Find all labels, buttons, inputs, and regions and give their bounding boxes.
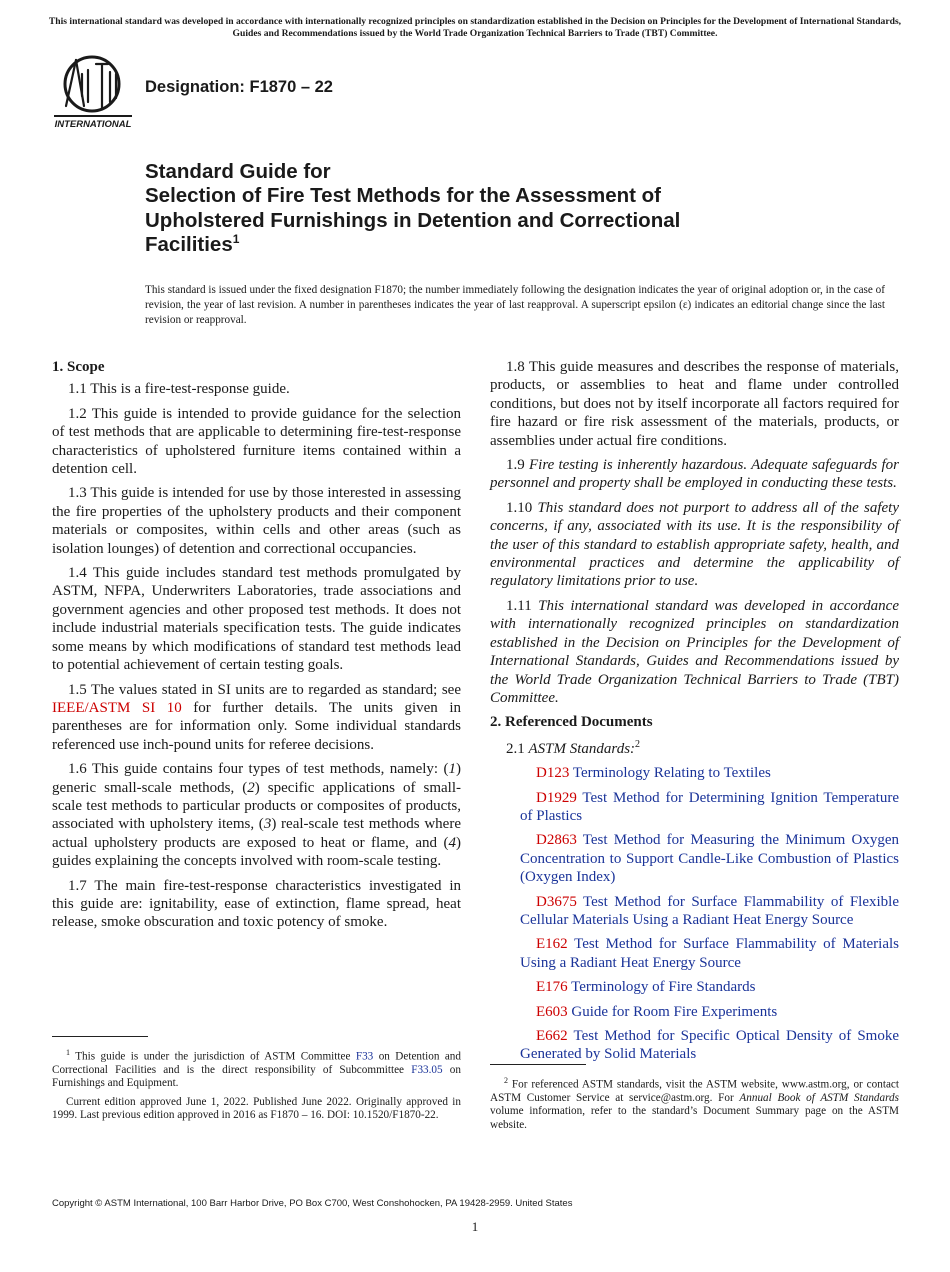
text: on Furnishings and Equipment.	[52, 1064, 461, 1090]
reference-code-link[interactable]: E603	[536, 1003, 568, 1020]
text: Fire testing is inherently hazardous. Adequate safeguards for personnel and property shall be employed in conducting these tests.	[490, 457, 899, 492]
text: This guide is under the jurisdiction of ASTM Committee	[70, 1050, 356, 1063]
footnote-divider	[52, 1036, 148, 1037]
paragraph: 1.2 This guide is intended to provide guidance for the selection of test methods that are applicable to determining fire-test-response characteristics of upholstered furniture items contained within a detention cell.	[52, 405, 461, 478]
reference-item	[490, 789, 899, 826]
text: for further details. The units given in parentheses are for information only. Some individual standards referenced use inch-pound units for referee decisions.	[52, 699, 462, 753]
text: 1.11	[506, 597, 539, 614]
footnote-mark: 2	[504, 1076, 508, 1085]
text: 3	[263, 816, 272, 833]
footnote-mark: 2	[635, 738, 641, 750]
designation: Designation: F1870 – 22	[145, 78, 333, 96]
text: 1.10	[506, 499, 538, 516]
text: For referenced ASTM standards, visit the ASTM website, www.astm.org, or contact ASTM Customer Service at service@astm.org. For	[490, 1078, 899, 1105]
text: 1.6 This guide contains four types of test methods, namely: (	[68, 761, 449, 778]
page-number: 1	[471, 1219, 479, 1234]
paragraph	[490, 736, 899, 758]
link-f33-05[interactable]: F33.05	[411, 1064, 443, 1077]
paragraph	[52, 760, 461, 870]
text: ) guides explaining the concepts involved with room-scale testing.	[52, 834, 461, 870]
footnote-1	[52, 1046, 461, 1127]
reference-code-link[interactable]: E162	[536, 936, 568, 953]
reference-title-link[interactable]: Terminology of Fire Standards	[567, 979, 756, 996]
paragraph	[52, 681, 461, 755]
text: 1.9	[506, 457, 529, 474]
paragraph: 1.1 This is a fire-test-response guide.	[68, 381, 290, 398]
reference-item	[490, 935, 899, 972]
footnote-paragraph: Current edition approved June 1, 2022. Published June 2022. Originally approved in 1999. Last previous edition approved in 2016 as F1870 – 16. DOI: 10.1520/F1870-22.	[52, 1095, 461, 1121]
text: 4	[448, 834, 456, 851]
text: ) generic small-scale methods, (	[52, 761, 461, 796]
tbt-notice: This international standard was developed in accordance with internationally recognized principles on standardization established in the Decision on Principles for the Development of International Standards, Guides and Recommendations issued by the World Trade Organization Technical Barriers to Trade (TBT) Committee.	[48, 16, 902, 39]
astm-logo	[52, 52, 136, 132]
text: This international standard was developed in accordance with internationally recognized principles on standardization established in the Decision on Principles for the Development of International Standards, Guides and Recommendations issued by the World Trade Organization Technical Barriers to Trade (TBT) Committee.	[490, 597, 899, 706]
reference-code-link[interactable]: D3675	[536, 893, 577, 910]
reference-title-link[interactable]: Terminology Relating to Textiles	[569, 765, 771, 782]
reference-code-link[interactable]: D1929	[536, 789, 577, 806]
reference-title-link[interactable]: Test Method for Measuring the Minimum Oxygen Concentration to Support Candle-Like Combustion of Plastics (Oxygen Index)	[520, 832, 899, 886]
title-line: Facilities	[145, 232, 233, 256]
footnote-2	[490, 1074, 899, 1137]
text: volume information, refer to the standard’s Document Summary page on the ASTM website.	[490, 1105, 899, 1131]
section-heading: 2. Referenced Documents	[490, 714, 653, 731]
text: ) real-scale test methods where actual upholstery products are exposed to heat or flame, and (	[52, 816, 461, 851]
text: ) specific applications of small-scale test methods to particular products or composites of products, associated with upholstery items, (	[52, 779, 462, 833]
paragraph: 1.4 This guide includes standard test methods promulgated by ASTM, NFPA, Underwriters Laboratories, trade associations and government agencies and other proposed test methods. It does not include industrial materials specification tests. The guide indicates some means by which modifications of standard test methods lead to potential achievement of certain testing goals.	[52, 565, 461, 674]
text: 1.5 The values stated in SI units are to regarded as standard; see	[68, 681, 461, 698]
paragraph: 1.3 This guide is intended for use by those interested in assessing the fire properties of the upholstery products and their component materials or composites, within cells and other areas (such as isolation lounges) of detention and correctional occupancies.	[52, 485, 461, 557]
footnote-paragraph	[52, 1046, 461, 1091]
link-f33[interactable]: F33	[355, 1050, 374, 1063]
paragraph	[490, 499, 899, 591]
footnote-mark: 1	[66, 1048, 70, 1057]
reference-item	[490, 893, 899, 930]
link-ieee-astm-si10[interactable]: IEEE/ASTM SI 10	[52, 699, 182, 716]
reference-code-link[interactable]: E176	[536, 979, 568, 996]
left-column	[52, 358, 461, 938]
footnote-divider	[490, 1064, 586, 1065]
title-line: Upholstered Furnishings in Detention and Correctional	[145, 208, 681, 232]
reference-title-link[interactable]: Test Method for Surface Flammability of Materials Using a Radiant Heat Energy Source	[520, 936, 899, 971]
paragraph	[490, 597, 899, 707]
footnote-mark: 1	[232, 232, 240, 247]
reference-title-link[interactable]: Test Method for Specific Optical Density of Smoke Generated by Solid Materials	[520, 1028, 899, 1063]
reference-item	[490, 1003, 899, 1021]
reference-item	[490, 831, 899, 886]
reference-item	[490, 1027, 899, 1064]
text: Annual Book of ASTM Standards	[739, 1092, 899, 1105]
text: on Detention and Correctional Facilities and is the direct responsibility of Subcommittee	[52, 1050, 461, 1077]
reference-title-link[interactable]: Test Method for Determining Ignition Temperature of Plastics	[520, 789, 899, 824]
text: 2.1	[506, 740, 529, 757]
reference-title-link[interactable]: Guide for Room Fire Experiments	[567, 1003, 778, 1020]
paragraph: 1.7 The main fire-test-response characteristics investigated in this guide are: ignitability, ease of extinction, flame spread, heat release, smoke obscuration and toxic potency of smoke.	[52, 877, 461, 931]
astm-logo-icon	[52, 52, 136, 132]
text: This standard does not purport to address all of the safety concerns, if any, associated with its use. It is the responsibility of the user of this standard to establish appropriate safety, health, and environmental practices and determine the applicability of regulatory limitations prior to use.	[490, 499, 900, 590]
reference-item	[490, 764, 899, 782]
paragraph: 1.8 This guide measures and describes the response of materials, products, or assemblies to heat and flame under controlled conditions, but does not by itself incorporate all factors required for fire hazard or fire risk assessment of the materials, products, or assemblies under actual fire conditions.	[490, 359, 899, 449]
text: ASTM Standards:	[528, 740, 636, 757]
footnote-paragraph	[490, 1074, 899, 1132]
reference-item	[490, 978, 899, 996]
right-column	[490, 358, 899, 1070]
title-line: Selection of Fire Test Methods for the Assessment of	[145, 184, 662, 208]
reference-title-link[interactable]: Test Method for Surface Flammability of Flexible Cellular Materials Using a Radiant Heat Energy Source	[520, 893, 899, 928]
section-heading: 1. Scope	[52, 359, 105, 375]
issued-note: This standard is issued under the fixed designation F1870; the number immediately following the designation indicates the year of original adoption or, in the case of revision, the year of last revision. A number in parentheses indicates the year of last reapproval. A superscript epsilon (ε) indicates an editorial change since the last revision or reapproval.	[145, 284, 885, 326]
document-title	[145, 160, 845, 257]
text: 2	[247, 779, 255, 796]
reference-code-link[interactable]: D2863	[536, 832, 577, 849]
logo-wordmark: INTERNATIONAL	[54, 119, 132, 130]
text: 1	[448, 761, 456, 778]
paragraph	[490, 456, 899, 493]
title-line: Standard Guide for	[145, 160, 331, 183]
reference-code-link[interactable]: E662	[536, 1028, 568, 1044]
copyright: Copyright © ASTM International, 100 Barr Harbor Drive, PO Box C700, West Conshohocken, PA 19428-2959. United States	[52, 1198, 573, 1209]
reference-code-link[interactable]: D123	[536, 765, 570, 782]
